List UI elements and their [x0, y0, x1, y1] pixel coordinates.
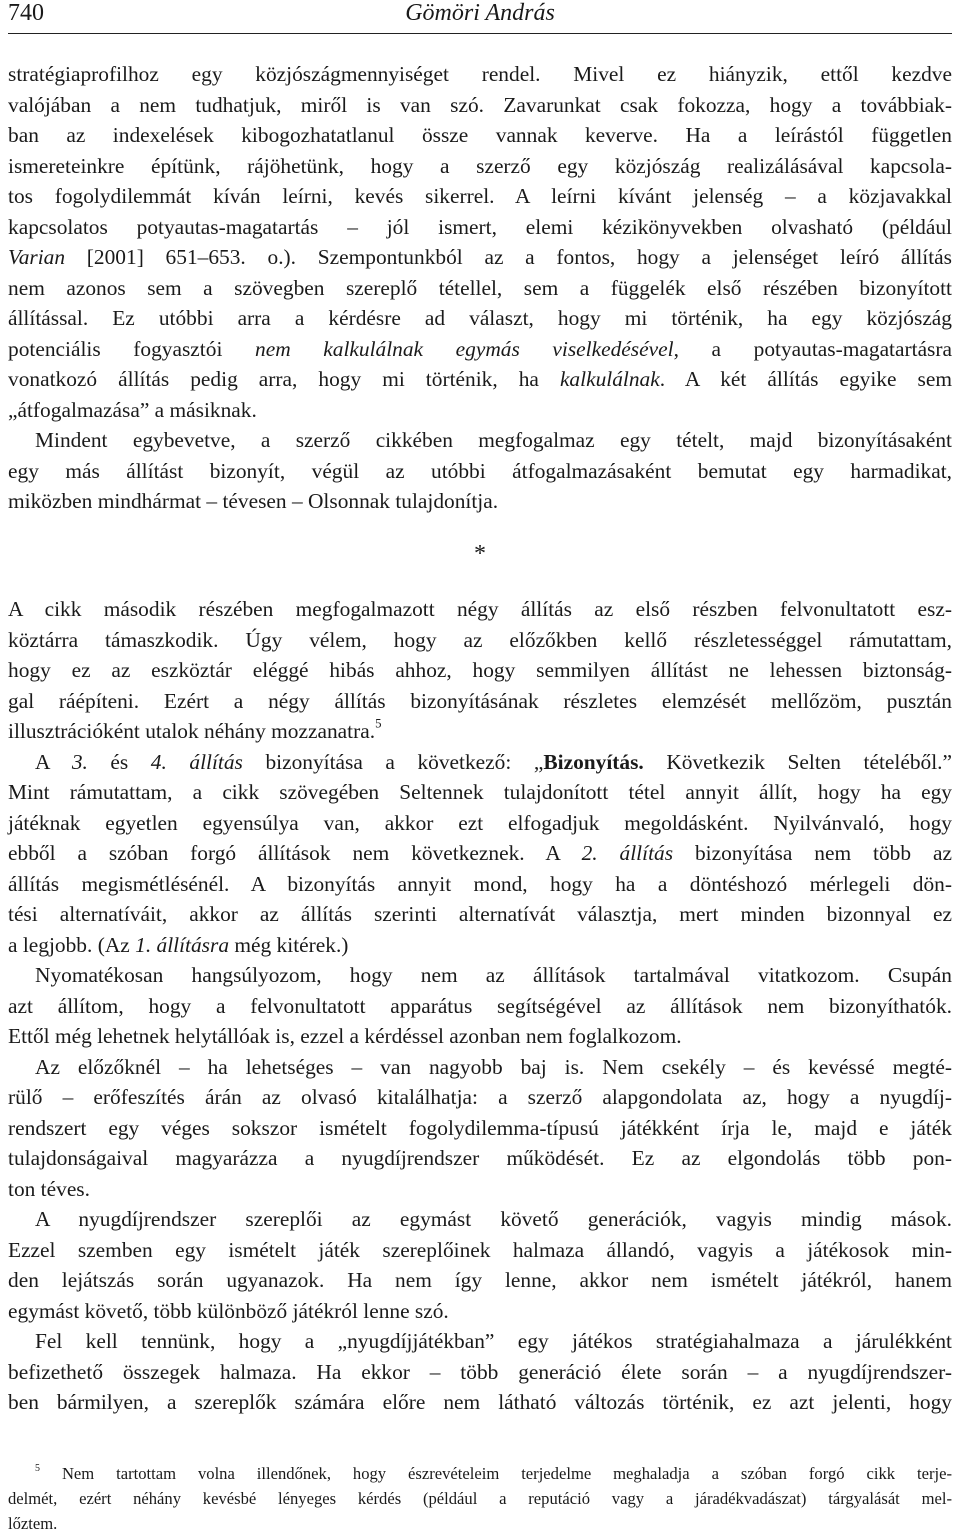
- text-line: [8, 1387, 952, 1418]
- text-line: [8, 486, 952, 517]
- line-text: potenciális fogyasztói: [8, 336, 255, 361]
- line-text: ebből a szóban forgó állítások nem következnek. A: [8, 841, 582, 865]
- footnote-ref: 5: [375, 716, 382, 731]
- line-text: gal ráépíteni. Ezért a négy állítás bizonyításának részletes elemzését mellőzöm, pusztán: [8, 688, 952, 713]
- line-text: miközben mindhármat – tévesen – Olsonnak tulajdonítja.: [8, 489, 499, 513]
- header-rule: [8, 33, 952, 34]
- text-line: [8, 273, 952, 304]
- text-line: [8, 594, 952, 625]
- section-separator: *: [474, 541, 486, 567]
- line-italic: kalkulálnak: [559, 367, 660, 391]
- body-text-section-1: [8, 59, 952, 517]
- line-text: tési alternatíváit, akkor az állítás szerinti alternatívát választja, mert minden bizonnyal ez: [8, 902, 952, 926]
- text-line: [8, 1296, 952, 1327]
- footnote-line: delmét, ezért néhány kevésbé lényeges kérdés (például a reputáció vagy a járadékvadászat) tárgyalását mel-: [8, 1489, 952, 1508]
- line-text: egymást követő, több különböző játékról lenne szó.: [8, 1298, 449, 1323]
- line-text: ton téves.: [8, 1176, 90, 1201]
- line-text: tos fogolydilemmát kíván leírni, kevés sikerrel. A leírni kívánt jelenség – a közjavakkal: [8, 184, 952, 208]
- line-text: Az előzőknél – ha lehetséges – van nagyobb baj is. Nem csekély – és kevéssé megté-: [35, 1054, 952, 1079]
- line-text: Nyomatékosan hangsúlyozom, hogy nem az állítások tartalmával vitatkozom. Csupán: [35, 963, 952, 987]
- line-text: befizethető összegek halmaza. Ha ekkor – több generáció élete során – a nyugdíjrendszer-: [8, 1359, 952, 1384]
- running-title: Gömöri András: [405, 0, 555, 26]
- text-line: [8, 808, 952, 839]
- text-line: [8, 212, 952, 243]
- line-text: . A két állítás egyike sem: [659, 367, 952, 391]
- line-text: stratégiaprofilhoz egy közjószágmennyiséget rendel. Mivel ez hiányzik, ettől kezdve: [8, 62, 952, 86]
- line-text: Mint rámutattam, a cikk szövegében Seltennek tulajdonított tétel annyit állít, hogy ha egy: [8, 780, 952, 804]
- text-line: [8, 625, 952, 656]
- footnote-line: lőztem.: [8, 1514, 58, 1533]
- line-italic: nem kalkulálnak egymás viselkedésével: [255, 336, 674, 361]
- line-text: A nyugdíjrendszer szereplői az egymást követő generációk, vagyis mindig mások.: [35, 1207, 952, 1231]
- text-line: [8, 303, 952, 334]
- line-italic: Varian: [8, 245, 66, 269]
- line-text: Mindent egybevetve, a szerző cikkében megfogalmaz egy tételt, majd bizonyításaként: [35, 428, 952, 452]
- line-text: „átfogalmazása” a másiknak.: [8, 397, 257, 422]
- line-text: ben bármilyen, a szereplők számára előre nem látható változás történik, ez azt jelenti, hogy: [8, 1390, 952, 1414]
- text-line: [8, 395, 952, 426]
- text-line: [8, 151, 952, 182]
- line-text: bizonyítása a következő: „: [242, 749, 544, 774]
- footnote-line: [8, 1461, 952, 1486]
- text-line: [8, 1326, 952, 1357]
- line-text: Következik Selten tételéből.”: [643, 749, 952, 774]
- body-text-section-2: [8, 594, 952, 1418]
- line-text: a legjobb. (Az: [8, 932, 136, 957]
- line-text: azt állítom, hogy a felvonultatott apparátus segítségével az állítások nem bizonyíthatók.: [8, 993, 952, 1018]
- text-line: [8, 655, 952, 686]
- text-line: [8, 777, 952, 808]
- line-text: játéknak egyetlen egyensúlya van, akkor ezt elfogadjuk megoldásként. Nyilvánvaló, hogy: [8, 810, 952, 835]
- page-header: [0, 0, 960, 34]
- line-text: , a potyautas-magatartásra: [673, 336, 953, 361]
- text-line: [8, 456, 952, 487]
- line-text: kapcsolatos potyautas-magatartás – jól ismert, elemi kézikönyvekben olvasható (például: [8, 214, 952, 239]
- line-text: valójában a nem tudhatjuk, miről is van szó. Zavarunkat csak fokozza, hogy a továbbiak-: [8, 92, 952, 117]
- footnote-text: Nem tartottam volna illendőnek, hogy észrevételeim terjedelme meghaladja a szóban forgó cikk terje-: [61, 1464, 952, 1483]
- text-line: [8, 1357, 952, 1388]
- text-line: [8, 364, 952, 395]
- text-line: [8, 899, 952, 930]
- text-line: [8, 1143, 952, 1174]
- text-line: [8, 1204, 952, 1235]
- text-line: [8, 747, 952, 778]
- text-line: [8, 425, 952, 456]
- line-text: Fel kell tennünk, hogy a „nyugdíjjátékban” egy játékos stratégiahalmaza a járulékként: [35, 1329, 952, 1353]
- text-line: [8, 838, 952, 869]
- line-text: állítással. Ez utóbbi arra a kérdésre ad választ, hogy mi történik, ha egy közjószág: [8, 306, 952, 330]
- line-text: ban az indexelések kibogozhatatlanul össze vannak keverve. Ha a leírástól független: [8, 123, 952, 147]
- text-line: [8, 1235, 952, 1266]
- text-line: [8, 120, 952, 151]
- text-line: [8, 1021, 952, 1052]
- line-text: rülő – erőfeszítés árán az olvasó kitalálhatja: a szerző alapgondolata az, hogy a nyugdíj-: [8, 1085, 952, 1109]
- text-line: [8, 960, 952, 991]
- text-line: [8, 242, 952, 273]
- text-line: [8, 991, 952, 1022]
- text-line: [8, 869, 952, 900]
- text-line: [8, 1052, 952, 1083]
- text-line: [8, 716, 952, 747]
- text-line: [8, 1113, 952, 1144]
- text-line: [8, 90, 952, 121]
- line-text: még kitérek.): [229, 932, 349, 957]
- line-text: vonatkozó állítás pedig arra, hogy mi történik, ha: [8, 367, 560, 391]
- line-text: nem azonos sem a szövegben szereplő tétellel, sem a függelék első részében bizonyított: [8, 275, 952, 300]
- footnote-number: 5: [35, 1463, 40, 1475]
- line-text: Ettől még lehetnek helytállóak is, ezzel a kérdéssel azonban nem foglalkozom.: [8, 1024, 682, 1048]
- text-line: [8, 1265, 952, 1296]
- line-text: hogy ez az eszköztár eléggé hibás ahhoz, hogy semmilyen állítást ne lehessen biztonság-: [8, 658, 952, 682]
- line-bold: Bizonyítás.: [543, 749, 644, 774]
- text-line: [8, 686, 952, 717]
- line-text: bizonyítása nem több az: [673, 841, 952, 865]
- text-line: [8, 181, 952, 212]
- footnote: [8, 1461, 952, 1536]
- text-line: [8, 1082, 952, 1113]
- line-text: állítás megismétlésénél. A bizonyítás annyit mond, hogy ha a döntéshozó mérlegeli dön-: [8, 871, 952, 896]
- text-line: [8, 59, 952, 90]
- line-text: [2001] 651–653. o.). Szempontunkból az a fontos, hogy a jelenséget leíró állítás: [65, 245, 952, 269]
- text-line: [8, 930, 952, 961]
- line-text: A: [35, 749, 72, 774]
- line-text: köztárra támaszkodik. Úgy vélem, hogy az előzőkben kellő részletességgel rámutattam,: [8, 627, 952, 652]
- line-italic: 4. állítás: [150, 749, 243, 774]
- line-italic: 1. állításra: [135, 932, 230, 957]
- line-text: rendszert egy véges sokszor ismételt fogolydilemma-típusú játékként írja le, majd e játék: [8, 1115, 952, 1140]
- line-text: és: [87, 749, 151, 774]
- line-text: den lejátszás során ugyanazok. Ha nem így lenne, akkor nem ismételt játékról, hanem: [8, 1268, 952, 1292]
- line-text: tulajdonságaival magyarázza a nyugdíjrendszer működését. Ez az elgondolás több pon-: [8, 1146, 952, 1170]
- line-italic: 2. állítás: [581, 841, 674, 865]
- line-text: Ezzel szemben egy ismételt játék szereplőinek halmaza állandó, vagyis a játékosok min-: [8, 1237, 952, 1262]
- page-number: 740: [8, 0, 44, 26]
- line-text: A cikk második részében megfogalmazott négy állítás az első részben felvonultatott esz-: [8, 597, 952, 621]
- line-italic: 3.: [71, 749, 88, 774]
- text-line: [8, 334, 952, 365]
- text-line: [8, 1174, 952, 1205]
- line-text: ismereteinkre építünk, rájöhetünk, hogy a szerző egy közjószág realizálásával kapcsola-: [8, 153, 952, 178]
- line-text: illusztrációként utalok néhány mozzanatra.: [8, 719, 376, 743]
- line-text: egy más állítást bizonyít, végül az utóbbi átfogalmazásaként bemutat egy harmadikat,: [8, 458, 952, 483]
